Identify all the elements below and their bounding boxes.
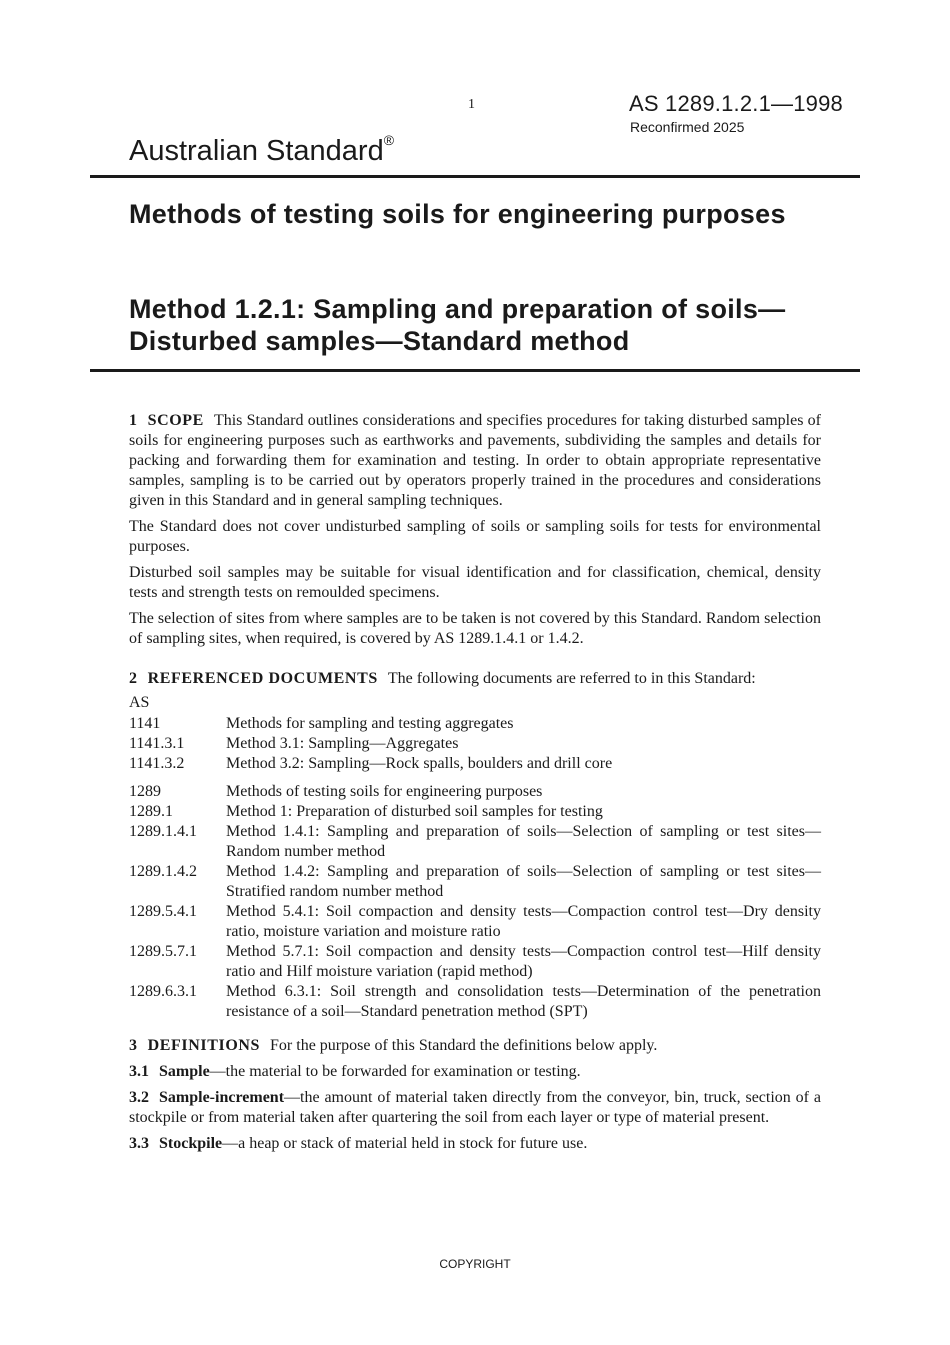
reference-item bbox=[129, 734, 821, 754]
page-number: 1 bbox=[468, 97, 475, 112]
reference-title: Method 3.1: Sampling—Aggregates bbox=[226, 735, 459, 752]
reference-item bbox=[129, 862, 821, 902]
brand-title bbox=[129, 132, 395, 168]
reference-number: 1289.5.4.1 bbox=[129, 903, 197, 920]
scope-text: This Standard outlines considerations and specifies procedures for taking disturbed samples of soils for engineering purposes such as earthworks and pavements, subdividing the samples and details for packing and forwarding them for examination and testing. In order to obtain appropriate representative samples, sampling is to be carried out by operators properly trained in the procedures and considerations given in this Standard and in general sampling techniques. bbox=[129, 412, 821, 509]
top-rule bbox=[90, 175, 860, 178]
definition-text: —the material to be forwarded for examination or testing. bbox=[209, 1063, 581, 1080]
standard-number: AS 1289.1.2.1—1998 bbox=[629, 91, 843, 116]
reference-title: Method 1.4.2: Sampling and preparation of soils—Selection of sampling or test sites—Stratified random number method bbox=[226, 863, 821, 900]
reference-item bbox=[129, 782, 821, 802]
definition-term: Sample-increment bbox=[159, 1089, 285, 1106]
reference-number: 1289 bbox=[129, 783, 161, 800]
reference-item bbox=[129, 822, 821, 862]
reference-title: Methods of testing soils for engineering purposes bbox=[226, 783, 543, 800]
definition-number: 3.2 bbox=[129, 1089, 149, 1106]
section-number: 1 bbox=[129, 412, 138, 429]
reference-number: 1141.3.1 bbox=[129, 735, 185, 752]
reference-title: Method 5.7.1: Soil compaction and density tests—Compaction control test—Hilf density ratio and Hilf moisture variation (rapid method) bbox=[226, 943, 821, 980]
references-prefix: AS bbox=[129, 694, 150, 711]
reference-item bbox=[129, 902, 821, 942]
reference-number: 1289.1.4.1 bbox=[129, 823, 197, 840]
section-number: 2 bbox=[129, 670, 138, 687]
references-paragraph bbox=[129, 669, 821, 689]
definition-item bbox=[129, 1062, 821, 1082]
scope-paragraph-2: The Standard does not cover undisturbed sampling of soils or sampling soils for tests for environmental purposes. bbox=[129, 518, 821, 555]
reference-item bbox=[129, 754, 821, 774]
reference-item bbox=[129, 802, 821, 822]
reconfirmed-note: Reconfirmed 2025 bbox=[630, 119, 745, 135]
reference-item bbox=[129, 714, 821, 734]
scope-paragraph-4: The selection of sites from where samples are to be taken is not covered by this Standard. Random selection of sampling sites, when required, is covered by AS 1289.1.4.1 or 1.4.2. bbox=[129, 610, 821, 647]
reference-title: Method 3.2: Sampling—Rock spalls, boulders and drill core bbox=[226, 755, 613, 772]
registered-mark: ® bbox=[383, 132, 395, 149]
reference-title: Method 1.4.1: Sampling and preparation of soils—Selection of sampling or test sites—Random number method bbox=[226, 823, 821, 860]
method-title: Method 1.2.1: Sampling and preparation of soils—Disturbed samples—Standard method bbox=[129, 294, 786, 356]
definitions-intro: For the purpose of this Standard the definitions below apply. bbox=[270, 1037, 658, 1054]
definition-term: Sample bbox=[159, 1063, 210, 1080]
reference-number: 1141.3.2 bbox=[129, 755, 185, 772]
reference-title: Method 1: Preparation of disturbed soil samples for testing bbox=[226, 803, 603, 820]
reference-title: Method 6.3.1: Soil strength and consolidation tests—Determination of the penetration resistance of a soil—Standard penetration method (SPT) bbox=[226, 983, 821, 1020]
document-title: Methods of testing soils for engineering purposes bbox=[129, 199, 786, 229]
section-heading: DEFINITIONS bbox=[147, 1037, 261, 1054]
reference-title: Method 5.4.1: Soil compaction and density tests—Compaction control test—Dry density ratio, moisture variation and moisture ratio bbox=[226, 903, 821, 940]
reference-group-1289 bbox=[129, 782, 821, 1022]
reference-title: Methods for sampling and testing aggregates bbox=[226, 715, 514, 732]
section-heading: REFERENCED DOCUMENTS bbox=[147, 670, 378, 687]
reference-number: 1289.5.7.1 bbox=[129, 943, 197, 960]
document-body bbox=[129, 411, 821, 1160]
definition-number: 3.1 bbox=[129, 1063, 149, 1080]
reference-number: 1289.6.3.1 bbox=[129, 983, 197, 1000]
reference-item bbox=[129, 982, 821, 1022]
definition-term: Stockpile bbox=[159, 1135, 223, 1152]
definition-text: —the amount of material taken directly from the conveyor, bin, truck, section of a stockpile or from material taken after quartering the soil from each layer or type of material present. bbox=[129, 1089, 821, 1126]
definition-item bbox=[129, 1134, 821, 1154]
reference-number: 1289.1 bbox=[129, 803, 173, 820]
scope-paragraph bbox=[129, 411, 821, 511]
definition-text: —a heap or stack of material held in stock for future use. bbox=[222, 1135, 588, 1152]
section-heading: SCOPE bbox=[147, 412, 204, 429]
scope-paragraph-3: Disturbed soil samples may be suitable for visual identification and for classification, chemical, density tests and strength tests on remoulded specimens. bbox=[129, 564, 821, 601]
references-intro: The following documents are referred to in this Standard: bbox=[387, 670, 756, 687]
reference-number: 1141 bbox=[129, 715, 161, 732]
bottom-rule bbox=[90, 369, 860, 372]
reference-number: 1289.1.4.2 bbox=[129, 863, 197, 880]
definitions-paragraph bbox=[129, 1036, 821, 1056]
brand-name: Australian Standard bbox=[129, 135, 384, 167]
reference-item bbox=[129, 942, 821, 982]
section-number: 3 bbox=[129, 1037, 138, 1054]
copyright-footer: COPYRIGHT bbox=[439, 1257, 511, 1271]
definition-number: 3.3 bbox=[129, 1135, 149, 1152]
reference-group-1141 bbox=[129, 714, 821, 774]
definition-item bbox=[129, 1088, 821, 1128]
